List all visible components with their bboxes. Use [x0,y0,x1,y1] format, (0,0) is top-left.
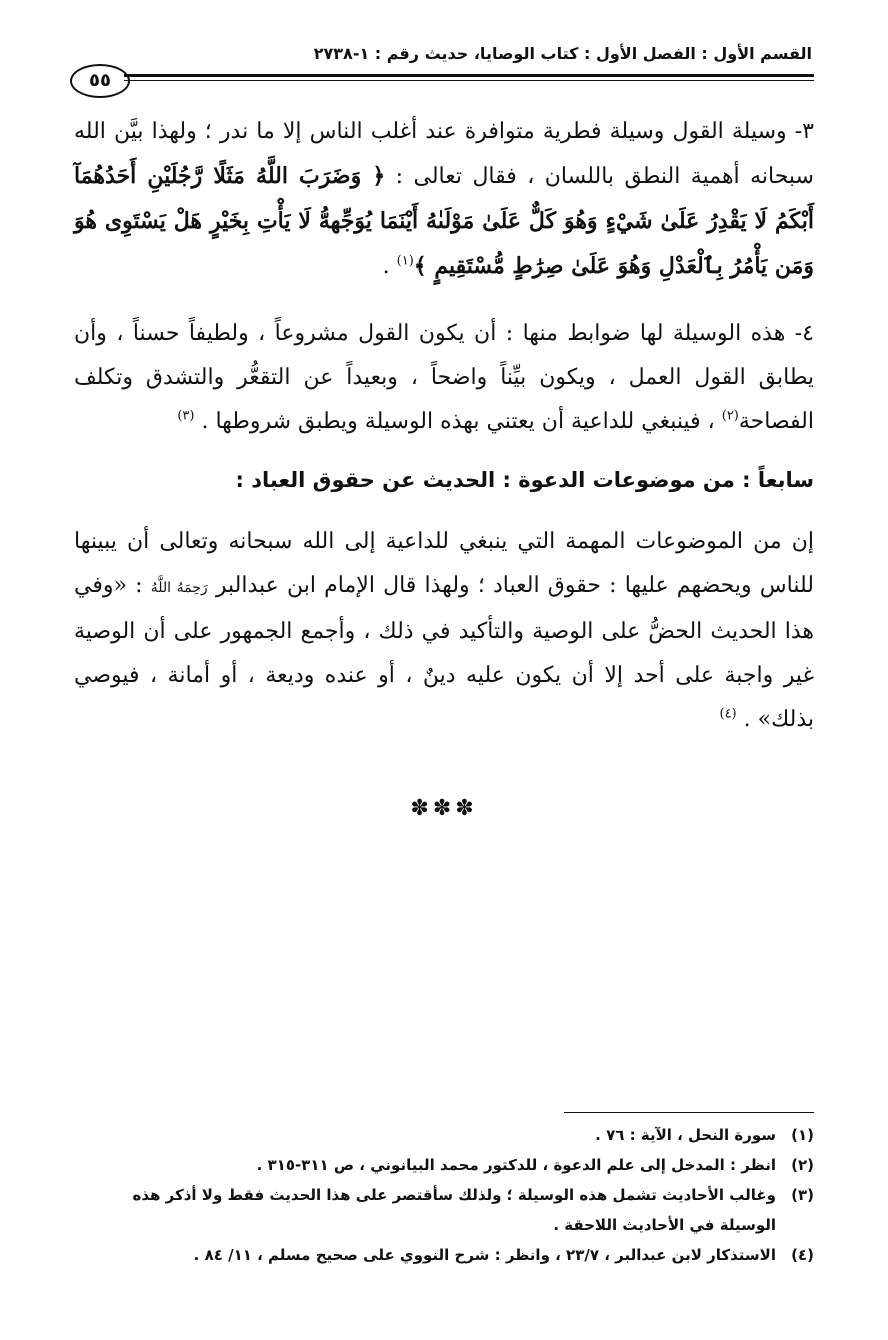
footnote-item [74,1150,814,1180]
section-separator: ✽✽✽ [410,796,478,821]
footnote-text: انظر : المدخل إلى علم الدعوة ، للدكتور محمد البيانوني ، ص ٣١١-٣١٥ . [256,1156,776,1174]
page-number: ٥٥ [70,64,130,98]
point-3-text: ٣- وسيلة القول وسيلة فطرية متوافرة عند أغلب الناس إلا ما ندر ؛ ولهذا بيَّن الله سبحانه أهمية النطق باللسان ، فقال تعالى : [74,119,814,189]
header-rule-thin [124,80,814,81]
footnote-number: (٣) [791,1186,814,1204]
footnote-rule [564,1112,814,1113]
section-text-after: : «وفي هذا الحديث الحضُّ على الوصية والتأكيد في ذلك ، وأجمع الجمهور على أن الوصية غير واجبة على أحد إلا أن يكون عليه دينٌ ، أو عنده وديعة ، أو أمانة ، فيوصي بذلك» . [74,573,815,732]
running-header: القسم الأول : الفصل الأول : كتاب الوصايا، حديث رقم : ١-٢٧٣٨ [313,44,812,63]
quran-verse: ﴿ وَضَرَبَ اللَّهُ مَثَلًا رَّجُلَيْنِ أَحَدُهُمَآ أَبْكَمُ لَا يَقْدِرُ عَلَىٰ شَيْءٍ وَهُوَ كَلٌّ عَلَىٰ مَوْلَىٰهُ أَيْنَمَا يُوَجِّههُّ لَا يَأْتِ بِخَيْرٍ هَلْ يَسْتَوِى هُوَ وَمَن يَأْمُرُ بِٱلْعَدْلِ وَهُوَ عَلَىٰ صِرَٰطٍ مُّسْتَقِيمٍ ﴾ [74,163,814,279]
section-paragraph [74,520,814,742]
section-text-before: إن من الموضوعات المهمة التي ينبغي للداعية إلى الله سبحانه وتعالى أن يبينها للناس ويحضهم عليها : حقوق العباد ؛ ولهذا قال الإمام ابن عبدالبر [74,529,814,598]
footnote-number: (٤) [791,1246,814,1264]
paragraph-point-3 [74,110,814,289]
footnotes [74,1120,814,1270]
footnote-text: وغالب الأحاديث تشمل هذه الوسيلة ؛ ولذلك سأقتصر على هذا الحديث فقط ولا أذكر هذه الوسيلة في الأحاديث اللاحقة . [132,1186,776,1234]
point-4-text-after: ، فينبغي للداعية أن يعتني بهذه الوسيلة ويطبق شروطها . [201,409,715,434]
header-rule [124,74,814,77]
footnote-ref-3[interactable]: (٣) [177,408,195,424]
footnote-item [74,1120,814,1150]
footnote-item [74,1180,814,1240]
footnote-ref-2[interactable]: (٢) [721,408,739,424]
footnote-text: الاستذكار لابن عبدالبر ، ٢٣/٧ ، وانظر : شرح النووي على صحيح مسلم ، ١١/ ٨٤ . [193,1246,776,1264]
section-heading: سابعاً : من موضوعات الدعوة : الحديث عن حقوق العباد : [235,468,814,492]
footnote-text: سورة النحل ، الآية : ٧٦ . [595,1126,776,1144]
footnote-item [74,1240,814,1270]
footnote-ref-4[interactable]: (٤) [719,706,737,722]
point-4-text-before: ٤- هذه الوسيلة لها ضوابط منها : أن يكون القول مشروعاً ، ولطيفاً حسناً ، وأن يطابق القول العمل ، ويكون بيِّناً واضحاً ، وبعيداً عن التقعُّر والتشدق وتكلف الفصاحة [74,321,814,434]
footnote-number: (١) [791,1126,814,1144]
paragraph-point-4 [74,312,814,444]
point-3-end: . [382,254,397,279]
footnote-ref-1[interactable]: (١) [396,253,414,269]
honorific-glyph: رَحِمَهُ اللَّهُ [150,580,208,596]
footnote-number: (٢) [791,1156,814,1174]
